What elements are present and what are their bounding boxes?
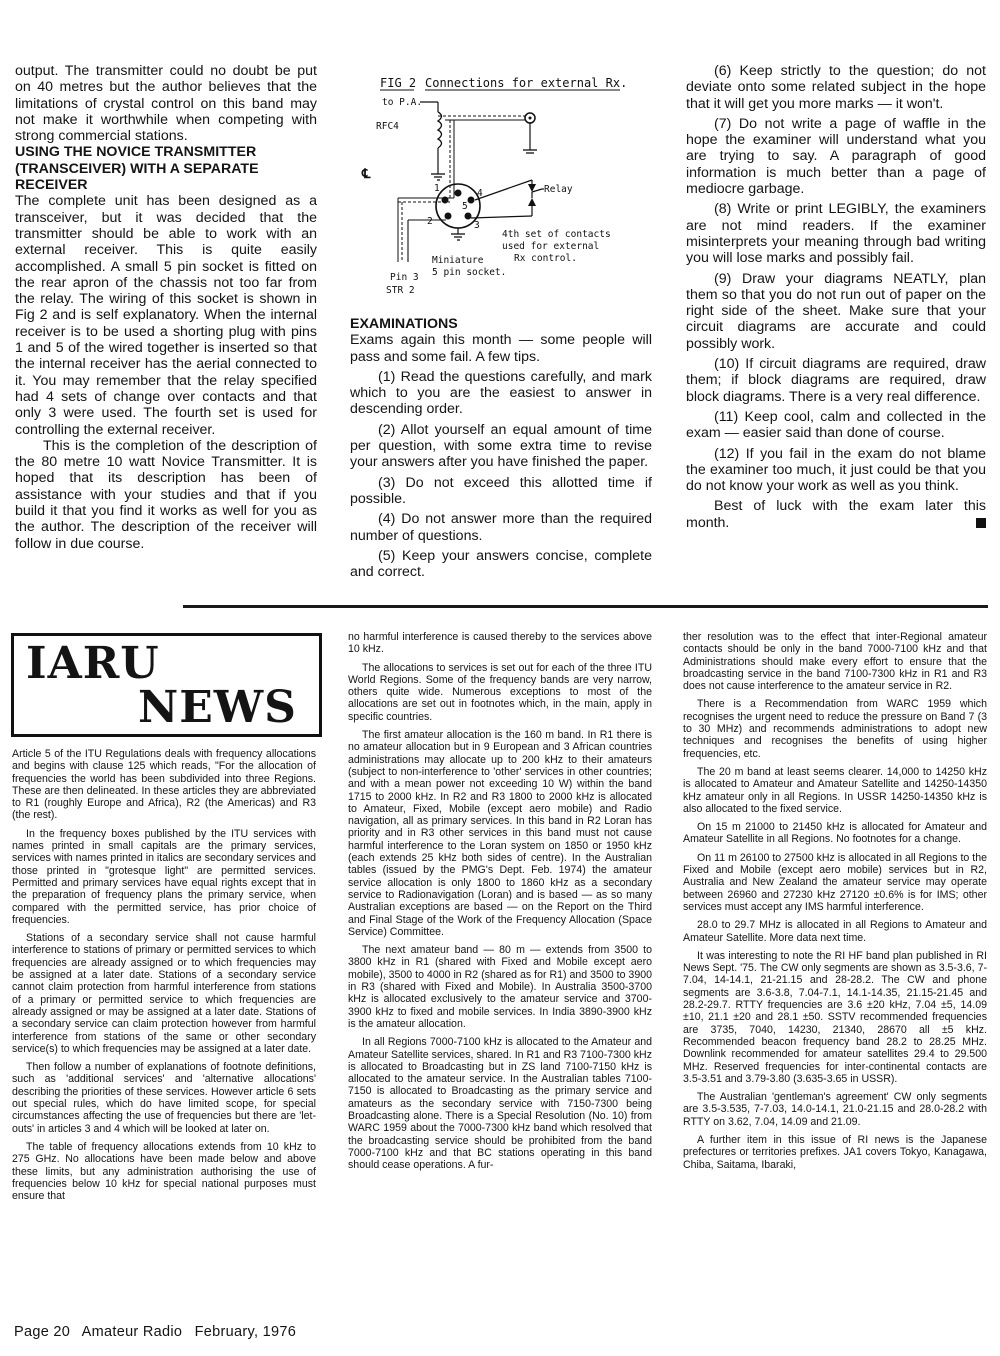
exam-tip: (8) Write or print LEGIBLY, the examiners are not mind readers. If the examiner misinterprets your meaning through bad writing you will lose marks and possibly fail.: [686, 201, 986, 267]
paragraph: The table of frequency allocations extends from 10 kHz to 275 GHz. No allocations have been made below and above these limits, but any administration authorising the use of frequencies below 10 kHz for special national purposes must ensure that: [12, 1140, 316, 1203]
paragraph: The next amateur band — 80 m — extends from 3500 to 3800 kHz in R1 (shared with Fixed and Mobile except aero mobile), 3500 to 4000 in R2 (shared as for R1) and 3500 to 3900 in R3 (shared with Fixed and Mobile). In Australia 3500-3700 kHz is allocated exclusively to the amateur service and 3700-3900 kHz to fixed and mobile services. In India 3890-3900 kHz is the amateur allocation.: [348, 944, 652, 1030]
exam-tip: (1) Read the questions carefully, and mark which to you are the easiest to answer in descending order.: [350, 368, 652, 418]
exam-tip: (6) Keep strictly to the question; do not deviate onto some related subject in the hope that it will get you more marks — it won't.: [686, 63, 986, 112]
paragraph: Stations of a secondary service shall not cause harmful interference to stations of primary or permitted services to which frequencies are already assigned or to which frequencies may be assigned at a later date. Stations of a secondary service cannot claim protection from harmful interference from stations of a primary or permitted service to which frequencies are already assigned or may be assigned at a later date. Stations of a secondary service can claim protection however from harmful interference from stations of the same or other secondary service(s) to which frequencies may be assigned at a later date.: [12, 932, 316, 1055]
fig-label: FIG 2: [380, 76, 417, 90]
paragraph: On 15 m 21000 to 21450 kHz is allocated for Amateur and Amateur Satellite in all Regions. No footnotes for a change.: [683, 821, 987, 846]
relay-label: Relay: [544, 184, 573, 195]
paragraph: On 11 m 26100 to 27500 kHz is allocated in all Regions to the Fixed and Mobile (except aero mobile) services but in R2, Australia and New Zealand the amateur service may operate between 26960 and 27230 kHz 27120 ±0.6% is for IMS; other services must accept any IMS harmful interference.: [683, 851, 987, 913]
exam-tip: (3) Do not exceed this allotted time if possible.: [350, 474, 652, 507]
paragraph: The allocations to services is set out for each of the three ITU World Regions. Some of the frequency bands are very narrow, others quite wide. Numerous exceptions to most of the allocations are set out in footnotes which, in the main, apply in specific countries.: [348, 661, 652, 723]
socket-pin: [468, 197, 475, 204]
section-heading: USING THE NOVICE TRANSMITTER (TRANSCEIVER) WITH A SEPARATE RECEIVER: [15, 144, 259, 194]
exam-tip: (2) Allot yourself an equal amount of time per question, with some extra time to revise your answers after you have finished the paper.: [350, 421, 652, 471]
contacts-note: 4th set of contacts: [502, 229, 611, 240]
socket-pin: [465, 213, 472, 220]
paragraph: This is the completion of the description of the 80 metre 10 watt Novice Transmitter. It is hoped that its description has been of assistance with your studies and that if you build it that you find it works as well for you as the author. The description of the receiver will follow in due course.: [15, 437, 317, 552]
pin3-label: Pin 3: [390, 272, 419, 283]
str2-label: STR 2: [386, 285, 415, 296]
to-pa-label: to P.A.: [382, 97, 423, 108]
paragraph: 28.0 to 29.7 MHz is allocated in all Regions to Amateur and Amateur Satellite. More data next time.: [683, 919, 987, 944]
closing-line-end: [686, 515, 986, 531]
paragraph: A further item in this issue of RI news is the Japanese prefectures or territories prefixes. JA1 covers Tokyo, Kanagawa, Chiba, Saitama, Ibaraki,: [683, 1133, 987, 1171]
paragraph: Article 5 of the ITU Regulations deals with frequency allocations and begins with clause 125 which reads, "For the allocation of frequencies the world has been subdivided into three Regions. These are then delineated. In these articles they are abbreviated to R1 (roughly Europe and Africa), R2 (the Americas) and R3 (the rest).: [12, 748, 316, 822]
paragraph: The complete unit has been designed as a transceiver, but it was decided that the transmitter should be able to work with an external receiver. This is quite easily accomplished. A small 5 pin socket is fitted on the rear apron of the chassis not too far from the relay. The wiring of this socket is shown in Fig 2 and is self explanatory. When the internal receiver is to be used a shorting plug with pins 1 and 5 of the wired together is inserted so that the internal receiver has the aerial connected to it. You may remember that the relay specified had 4 sets of change over contacts and that only 3 were used. The fourth set is used for controlling the external receiver.: [15, 193, 317, 438]
examinations-column: [350, 316, 652, 580]
fig2-circuit-diagram: [350, 66, 635, 306]
paragraph: The 20 m band at least seems clearer. 14,000 to 14250 kHz is allocated to Amateur and Amateur Satellite and 14250-14350 kHz amateur only in all Regions. In USSR 14250-14350 kHz is also allocated to the fixed service.: [683, 765, 987, 815]
iaru-column-3: [683, 631, 987, 1177]
exam-tip: (7) Do not write a page of waffle in the hope the examiner will understand what you are trying to say. A paragraph of good information is much better than a page of mediocre garbage.: [686, 115, 986, 198]
exam-tip: (9) Draw your diagrams NEATLY, plan them so that you do not run out of paper on the right side of the sheet. Make sure that your circuit diagrams are accurate and could possibly work.: [686, 270, 986, 352]
paragraph: output. The transmitter could no doubt be put on 40 metres but the author believes that the limitations of crystal control on this band may not make it worthwhile when competing with strong commercial stations.: [15, 63, 317, 145]
logo-word-news: NEWS: [138, 682, 297, 733]
exam-tips-right-column: [686, 63, 986, 531]
pin-5-label: 5: [462, 201, 468, 212]
socket-label: 5 pin socket.: [432, 267, 507, 278]
paragraph: Exams again this month — some people will pass and some fail. A few tips.: [350, 332, 652, 365]
paragraph: There is a Recommendation from WARC 1959 which recognises the urgent need to reduce the pressure on Band 7 (3 to 30 MHz) and recommends administrations to adopt new techniques and recognises the benefits of using higher frequencies, etc.: [683, 698, 987, 760]
paragraph: In all Regions 7000-7100 kHz is allocated to the Amateur and Amateur Satellite services, shared. In R1 and R3 7100-7300 kHz is allocated to Broadcasting but in ZS land 7100-7150 kHz is allocated to the amateur service. In the Australian tables 7100-7150 is allocated to Broadcasting as the primary service and amateurs as the secondary service with 7150-7300 being Broadcasting alone. There is a Special Resolution (No. 10) from WARC 1959 about the 7000-7300 kHz band which resolved that the broadcasting service should be prohibited from the band 7000-7100 kHz and that BC stations operating in this band should cease operations. A fur-: [348, 1036, 652, 1172]
exam-tip: (4) Do not answer more than the required number of questions.: [350, 511, 652, 544]
logo-word-iaru: IARU: [26, 638, 160, 689]
contacts-note: used for external: [502, 241, 600, 252]
section-divider: [183, 605, 988, 608]
contacts-note: Rx control.: [514, 253, 577, 264]
miniature-label: Miniature: [432, 255, 484, 266]
article-left-column: [15, 63, 317, 552]
closing-line: Best of luck with the exam later this: [714, 498, 986, 515]
paragraph: The Australian 'gentleman's agreement' CW only segments are 3.5-3.535, 7-7.03, 14.0-14.1, 21.0-21.15 and 28.0-28.2 with RTTY on 3.62, 7.04, 14.09 and 21.09.: [683, 1091, 987, 1128]
pin-2-label: 2: [427, 216, 433, 227]
exam-tip: (5) Keep your answers concise, complete and correct.: [350, 547, 652, 581]
end-of-article-mark: [976, 518, 986, 528]
pin-1-label: 1: [434, 183, 440, 194]
pin-4-label: 4: [477, 188, 483, 199]
relay-contact: [528, 198, 536, 206]
socket-pin: [445, 213, 452, 220]
closing-text: month.: [686, 514, 730, 531]
clip-symbol: ℄: [362, 167, 371, 182]
paragraph: ther resolution was to the effect that inter-Regional amateur contacts should be only in the band 7000-7100 kHz and that Administrations should make every effort to ensure that the broadcasting service in the band 7100-7300 kHz in R1 and R3 does not cause interference to the amateur service in R2.: [683, 631, 987, 693]
paragraph: no harmful interference is caused thereby to the services above 10 kHz.: [348, 631, 652, 656]
paragraph: Then follow a number of explanations of footnote definitions, such as 'additional services' and 'alternative allocations' describing the priorities of these services. However article 6 sets out special rules, which do have limited scope, for special circumstances affecting the use of frequencies but there are 'let-outs' in articles 3 and 4 which will be looked at later on.: [12, 1061, 316, 1135]
exam-tip: (10) If circuit diagrams are required, draw them; if block diagrams are required, draw block diagrams. There is a very real difference.: [686, 356, 986, 405]
iaru-news-logo: [11, 633, 322, 737]
iaru-column-1: [12, 748, 316, 1208]
paragraph: In the frequency boxes published by the ITU services with names printed in small capitals are the primary services, services with names printed in italics are secondary services and those printed in "grotesque light" are permitted services. Permitted and primary services have equal rights except that in the preparation of frequency plans the primary service, when compared with the permitted service, has prior choice of frequencies.: [12, 827, 316, 926]
fig-title: Connections for external Rx.: [425, 76, 628, 90]
page-footer: [14, 1324, 304, 1340]
iaru-column-2: [348, 631, 652, 1177]
rfc4-label: RFC4: [376, 121, 399, 132]
page-number: Page 20: [14, 1324, 71, 1340]
exam-tip: (11) Keep cool, calm and collected in the exam — easier said than done of course.: [686, 408, 986, 442]
pin-3-label: 3: [474, 220, 480, 231]
rfc4-coil: [438, 112, 442, 148]
issue-date: February, 1976: [194, 1324, 297, 1340]
exam-tip: (12) If you fail in the exam do not blame the examiner too much, it just could be that you do not know your work as well as you think.: [686, 445, 986, 495]
magazine-name: Amateur Radio: [81, 1324, 183, 1340]
paragraph: The first amateur allocation is the 160 m band. In R1 there is no amateur allocation but in 9 European and 3 African countries administrations may allocate up to 200 kHz to their amateurs (subject to non-interference to 'other' services in other countries; and with a mean power not exceeding 10 W) within the band 1715 to 2000 kHz. In R2 and R3 1800 to 2000 kHz is allocated to Amateur, Fixed, Mobile (except aero mobile) and Radio navigation, all as primary services. In this band in R2 Loran has priority and in R3 other services in this band must not cause harmful interference to the Loran system on 1850 or 1950 kHz (each extends 25 kHz both sides of centre). In the Australian tables (issued by the PMG's Dept. Feb. 1974) the amateur service allocation is only 1800 to 1860 kHz as a secondary service to Radionavigation (Loran) and is based — as so many Australian exceptions are based — on the Report on the Third and Final Stage of the Work of the Frequency Allocation (Space Service) Committee.: [348, 729, 652, 938]
paragraph: It was interesting to note the RI HF band plan published in RI News Sept. '75. The CW only segments are shown as 3.5-3.6, 7-7.04, 14-14.1, 21-21.15 and 28-28.2. The CW and phone segments are 3.6-3.8, 7.04-7.1, 14.1-14.35, 21.15-21.45 and 28.2-29.7. RTTY frequencies are 3.6 ±20 kHz, 7.04 ±5, 14.09 ±10, 21.1 ±20 and 28.1 ±50. SSTV recommended frequencies are 3735, 7040, 14230, 21340, 28670 all ±5 kHz. Recommended beacon frequency band 28.2 to 28.25 MHz. Downlink recommended for amateur satellites 29.4 to 29.500 MHz. Reserved frequencies for inter-continental contacts are 3.5-3.51 and 3.79-3.80 (3.635-3.65 in USSR).: [683, 949, 987, 1085]
section-heading: EXAMINATIONS: [350, 316, 458, 332]
socket-pin: [455, 190, 462, 197]
